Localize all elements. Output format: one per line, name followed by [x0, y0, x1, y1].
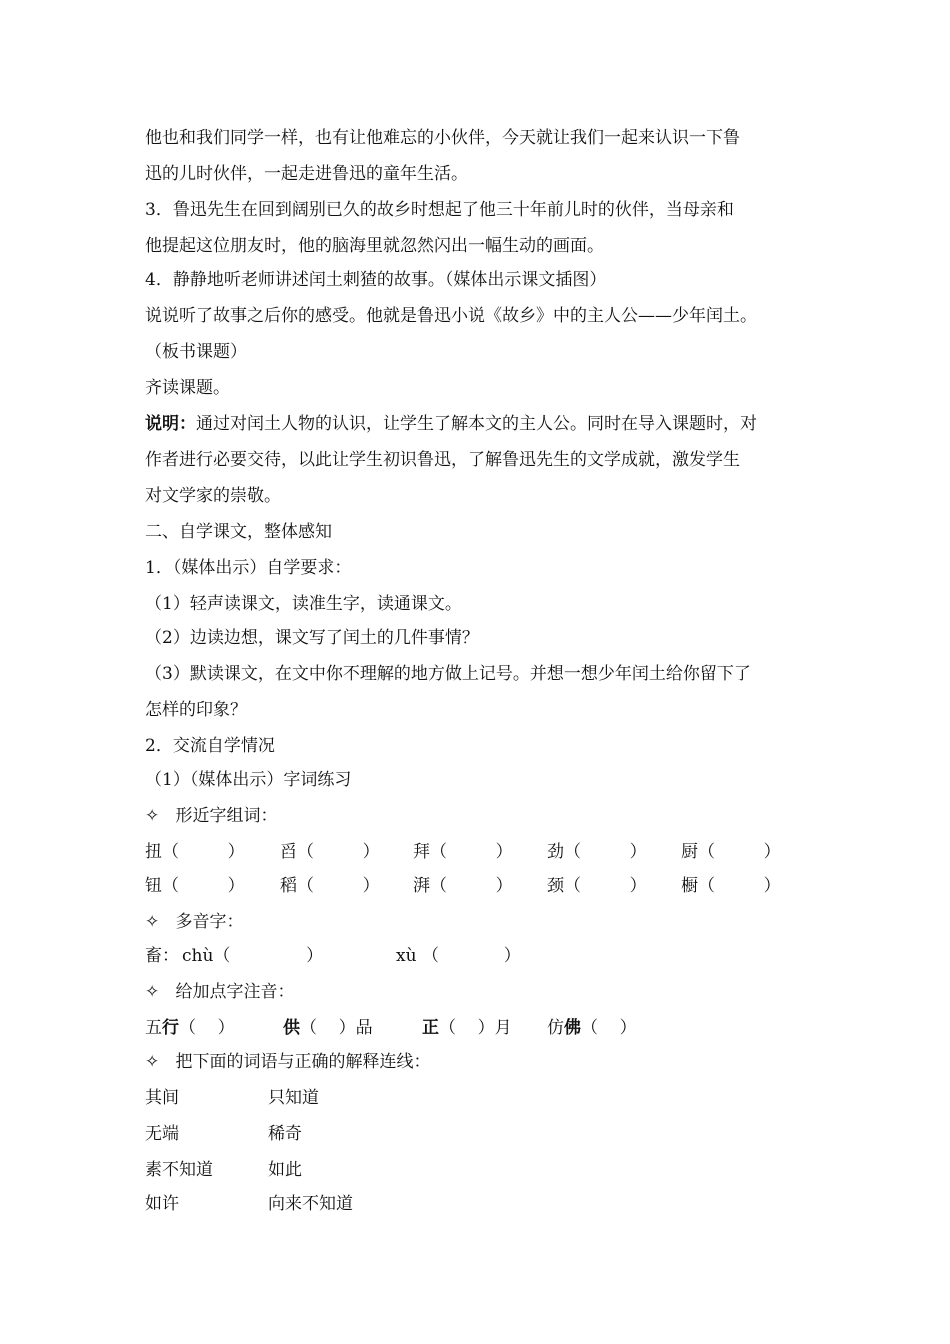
pinyin-item-2-dotted: 供 — [283, 1018, 300, 1038]
similar-row1-cell: 扭（ ） — [145, 842, 245, 862]
note-label: 说明： — [145, 414, 196, 434]
similar-row1-cell: 厨（ ） — [681, 842, 781, 862]
matching-left-word: 其间 — [145, 1088, 179, 1108]
section2-sub1: （1）（媒体出示）字词练习 — [145, 770, 352, 790]
polyphone-char: 畜： — [145, 946, 179, 966]
item4-line: 4．静静地听老师讲述闰土刺猹的故事。（媒体出示课文插图） — [145, 270, 607, 290]
polyphone-reading-2: xù （ ） — [396, 946, 521, 966]
matching-right-meaning: 稀奇 — [268, 1124, 302, 1144]
similar-row2-cell: 稻（ ） — [280, 876, 380, 896]
note-text-1: 通过对闰土人物的认识，让学生了解本文的主人公。同时在导入课题时，对 — [196, 414, 757, 434]
pinyin-item-3 — [422, 1016, 512, 1040]
pinyin-item-4-prefix: 仿 — [547, 1018, 564, 1038]
matching-right-meaning: 向来不知道 — [268, 1194, 353, 1214]
item3-line-2: 他提起这位朋友时，他的脑海里就忽然闪出一幅生动的画面。 — [145, 236, 604, 256]
similar-row2-cell: 橱（ ） — [681, 876, 781, 896]
similar-row2-cell: 颈（ ） — [547, 876, 647, 896]
pinyin-item-2 — [283, 1016, 373, 1040]
read-title-line: 齐读课题。 — [145, 378, 230, 398]
matching-right-meaning: 如此 — [268, 1160, 302, 1180]
matching-left-word: 无端 — [145, 1124, 179, 1144]
pinyin-item-3-blank: （ ）月 — [439, 1018, 512, 1038]
pinyin-item-1 — [145, 1016, 235, 1040]
feeling-line: 说说听了故事之后你的感受。他就是鲁迅小说《故乡》中的主人公——少年闰土。 — [145, 306, 757, 326]
matching-right-meaning: 只知道 — [268, 1088, 319, 1108]
section2-heading: 二、自学课文，整体感知 — [145, 522, 332, 542]
similar-row1-cell: 舀（ ） — [280, 842, 380, 862]
item3-line-1: 3．鲁迅先生在回到阔别已久的故乡时想起了他三十年前儿时的伙伴，当母亲和 — [145, 200, 734, 220]
matching-left-word: 如许 — [145, 1194, 179, 1214]
board-title-line: （板书课题） — [145, 342, 247, 362]
section2-item2: 2．交流自学情况 — [145, 736, 275, 756]
section2-item1: 1．（媒体出示）自学要求： — [145, 558, 352, 578]
pinyin-item-1-prefix: 五 — [145, 1018, 162, 1038]
similar-row2-cell: 钮（ ） — [145, 876, 245, 896]
pinyin-item-3-dotted: 正 — [422, 1018, 439, 1038]
note-line-3: 对文学家的崇敬。 — [145, 486, 281, 506]
requirement-3-line-2: 怎样的印象？ — [145, 700, 247, 720]
pinyin-item-4-dotted: 佛 — [564, 1018, 581, 1038]
note-line-2: 作者进行必要交待，以此让学生初识鲁迅，了解鲁迅先生的文学成就，激发学生 — [145, 450, 740, 470]
similar-chars-title: ✧ 形近字组词： — [145, 806, 278, 826]
pinyin-item-2-blank: （ ）品 — [300, 1018, 373, 1038]
requirement-3-line-1: （3）默读课文，在文中你不理解的地方做上记号。并想一想少年闰土给你留下了 — [145, 664, 751, 684]
pinyin-item-1-blank: （ ） — [179, 1018, 235, 1038]
pinyin-exercise-title: ✧ 给加点字注音： — [145, 982, 295, 1002]
matching-title: ✧ 把下面的词语与正确的解释连线： — [145, 1052, 431, 1072]
pinyin-item-4-blank: （ ） — [581, 1018, 637, 1038]
pinyin-item-1-dotted: 行 — [162, 1018, 179, 1038]
matching-left-word: 素不知道 — [145, 1160, 213, 1180]
requirement-1: （1）轻声读课文，读准生字，读通课文。 — [145, 594, 462, 614]
intro-line-2: 迅的儿时伙伴，一起走进鲁迅的童年生活。 — [145, 164, 468, 184]
polyphone-title: ✧ 多音字： — [145, 912, 244, 932]
intro-line-1: 他也和我们同学一样，也有让他难忘的小伙伴，今天就让我们一起来认识一下鲁 — [145, 128, 740, 148]
similar-row1-cell: 拜（ ） — [413, 842, 513, 862]
polyphone-reading-1: chù（ ） — [182, 946, 324, 966]
requirement-2: （2）边读边想，课文写了闰土的几件事情？ — [145, 628, 479, 648]
similar-row2-cell: 湃（ ） — [413, 876, 513, 896]
note-line-1 — [145, 412, 757, 436]
similar-row1-cell: 劲（ ） — [547, 842, 647, 862]
pinyin-item-4 — [547, 1016, 637, 1040]
